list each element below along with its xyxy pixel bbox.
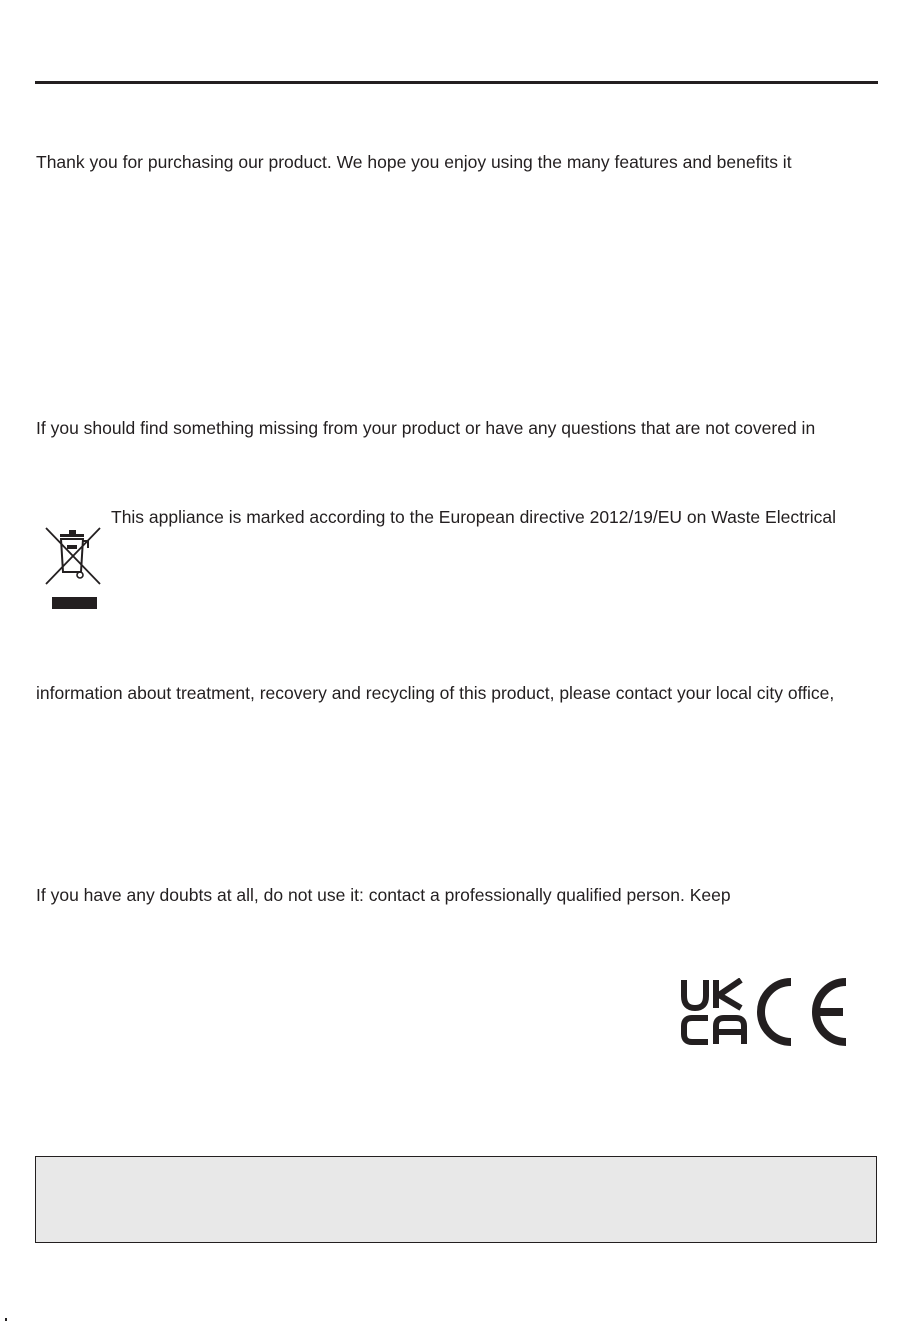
missing-items-paragraph: If you should find something missing from your product or have any questions that are not covered in (36, 418, 816, 438)
page-mark (5, 1318, 7, 1321)
top-rule (35, 81, 878, 84)
intro-paragraph: Thank you for purchasing our product. We hope you enjoy using the many features and benefits it (36, 152, 792, 172)
recycling-paragraph: information about treatment, recovery and recycling of this product, please contact your local city office, (36, 683, 835, 703)
doubts-paragraph: If you have any doubts at all, do not use it: contact a professionally qualified person. Keep (36, 885, 731, 905)
notice-box (35, 1156, 877, 1243)
crossed-out-wheelie-bin-icon (40, 524, 106, 610)
ukca-ce-marking-icon (678, 978, 853, 1048)
weee-paragraph: This appliance is marked according to the European directive 2012/19/EU on Waste Electrical (111, 507, 837, 527)
